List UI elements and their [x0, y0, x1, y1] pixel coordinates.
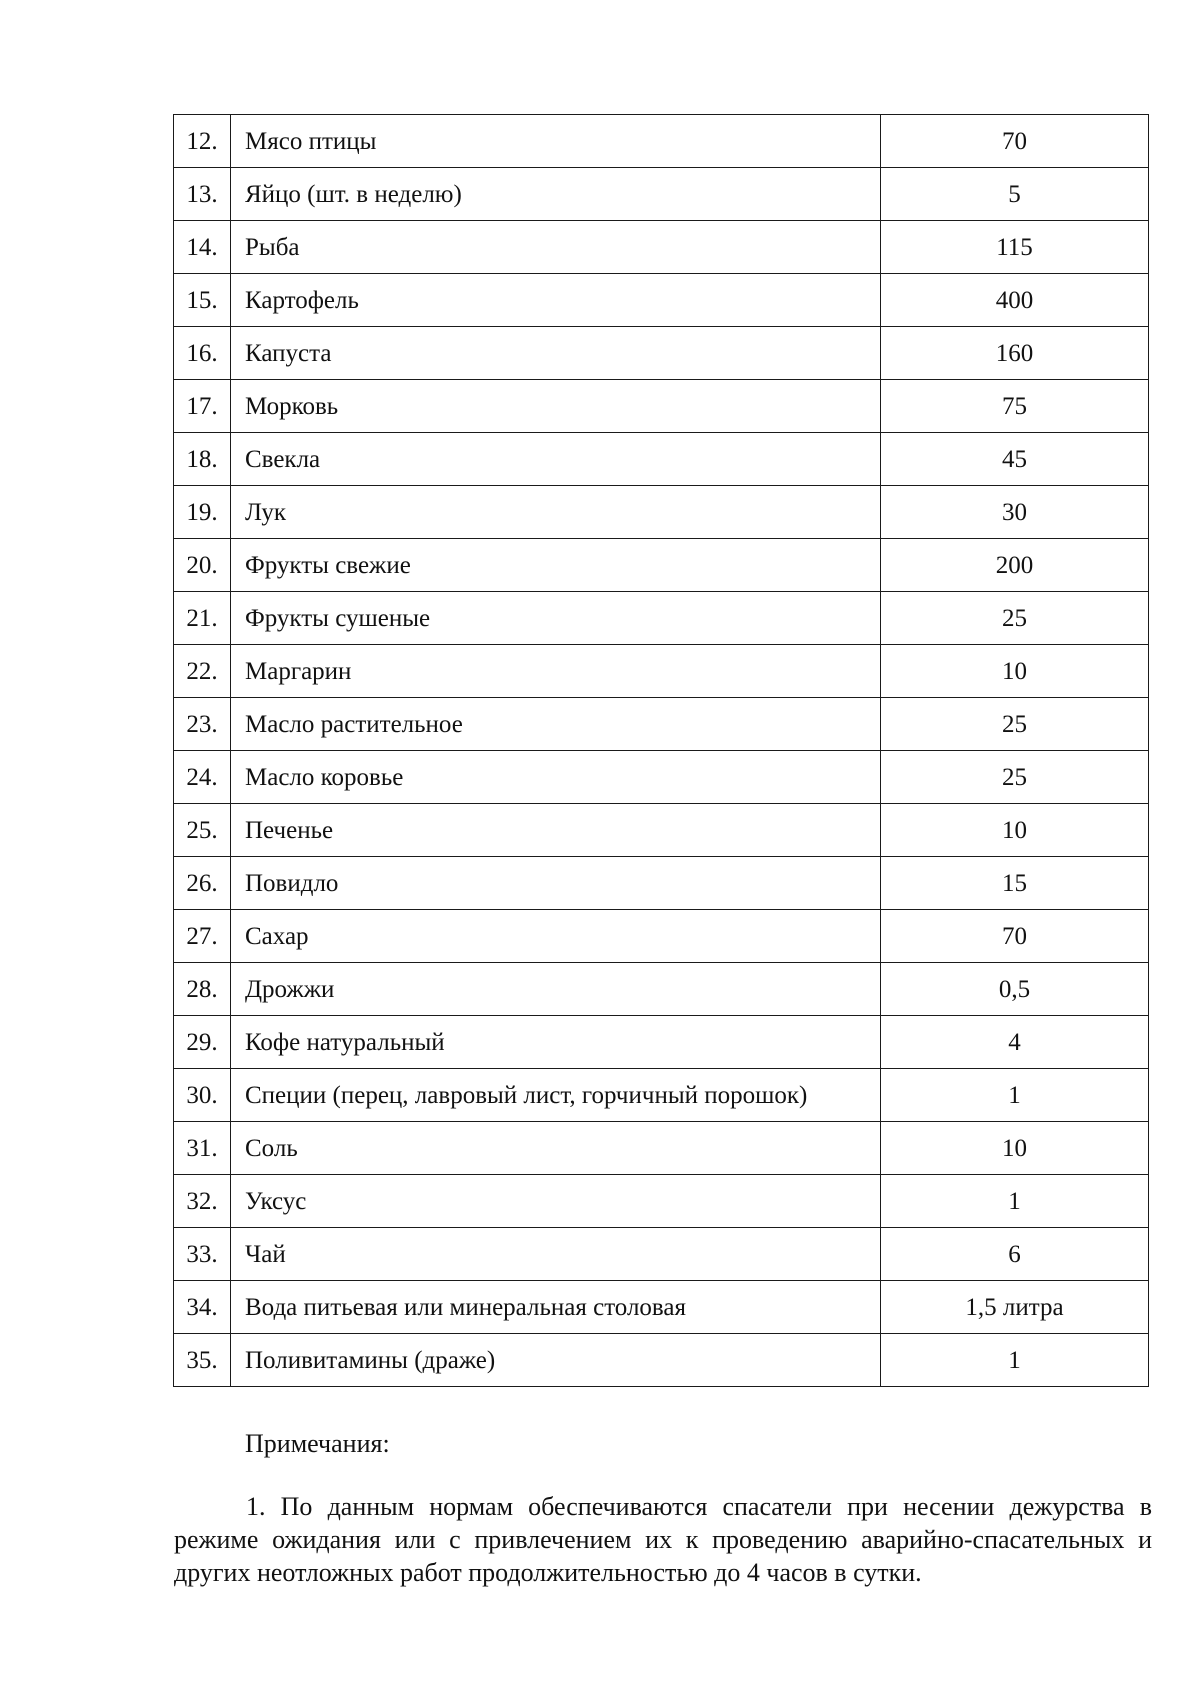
- row-number: 12.: [174, 115, 231, 168]
- product-name: Уксус: [231, 1175, 881, 1228]
- norm-value: 75: [881, 380, 1149, 433]
- product-name: Рыба: [231, 221, 881, 274]
- table-row: [174, 698, 1149, 751]
- notes-paragraph: 1. По данным нормам обеспечиваются спасатели при несении дежурства в режиме ожидания или с привлечением их к проведению аварийно-спасательных и других неотложных работ продолжительностью до 4 часов в сутки.: [174, 1492, 1152, 1587]
- norm-value: 1,5 литра: [881, 1281, 1149, 1334]
- product-name: Морковь: [231, 380, 881, 433]
- row-number: 19.: [174, 486, 231, 539]
- table-row: [174, 433, 1149, 486]
- row-number: 33.: [174, 1228, 231, 1281]
- norm-value: 0,5: [881, 963, 1149, 1016]
- table-row: [174, 1175, 1149, 1228]
- product-name: Вода питьевая или минеральная столовая: [231, 1281, 881, 1334]
- norm-value: 70: [881, 910, 1149, 963]
- norm-value: 4: [881, 1016, 1149, 1069]
- table-row: [174, 592, 1149, 645]
- product-name: Чай: [231, 1228, 881, 1281]
- norm-value: 45: [881, 433, 1149, 486]
- norm-value: 25: [881, 592, 1149, 645]
- row-number: 13.: [174, 168, 231, 221]
- product-name: Сахар: [231, 910, 881, 963]
- row-number: 32.: [174, 1175, 231, 1228]
- product-name: Масло коровье: [231, 751, 881, 804]
- row-number: 24.: [174, 751, 231, 804]
- row-number: 26.: [174, 857, 231, 910]
- table-row: [174, 645, 1149, 698]
- product-name: Капуста: [231, 327, 881, 380]
- norm-value: 10: [881, 804, 1149, 857]
- product-name: Фрукты свежие: [231, 539, 881, 592]
- product-name: Яйцо (шт. в неделю): [231, 168, 881, 221]
- table-row: [174, 1122, 1149, 1175]
- norm-value: 25: [881, 698, 1149, 751]
- product-name: Мясо птицы: [231, 115, 881, 168]
- product-name: Специи (перец, лавровый лист, горчичный порошок): [231, 1069, 881, 1122]
- row-number: 15.: [174, 274, 231, 327]
- table-row: [174, 1334, 1149, 1387]
- table-row: [174, 1281, 1149, 1334]
- row-number: 14.: [174, 221, 231, 274]
- notes-heading: Примечания:: [245, 1429, 390, 1458]
- table-row: [174, 221, 1149, 274]
- table-row: [174, 327, 1149, 380]
- table-body: [174, 115, 1149, 1387]
- norm-value: 400: [881, 274, 1149, 327]
- product-name: Свекла: [231, 433, 881, 486]
- table-row: [174, 115, 1149, 168]
- table-row: [174, 963, 1149, 1016]
- product-name: Поливитамины (драже): [231, 1334, 881, 1387]
- table-row: [174, 539, 1149, 592]
- norm-value: 1: [881, 1069, 1149, 1122]
- food-norms-table: [173, 114, 1149, 1387]
- table-row: [174, 1016, 1149, 1069]
- table-row: [174, 1228, 1149, 1281]
- table-row: [174, 910, 1149, 963]
- table-row: [174, 751, 1149, 804]
- row-number: 22.: [174, 645, 231, 698]
- table-row: [174, 486, 1149, 539]
- product-name: Масло растительное: [231, 698, 881, 751]
- norm-value: 115: [881, 221, 1149, 274]
- norm-value: 1: [881, 1334, 1149, 1387]
- norm-value: 70: [881, 115, 1149, 168]
- row-number: 21.: [174, 592, 231, 645]
- norm-value: 15: [881, 857, 1149, 910]
- row-number: 25.: [174, 804, 231, 857]
- norm-value: 6: [881, 1228, 1149, 1281]
- norm-value: 10: [881, 645, 1149, 698]
- row-number: 18.: [174, 433, 231, 486]
- product-name: Кофе натуральный: [231, 1016, 881, 1069]
- norm-value: 5: [881, 168, 1149, 221]
- product-name: Маргарин: [231, 645, 881, 698]
- row-number: 31.: [174, 1122, 231, 1175]
- row-number: 35.: [174, 1334, 231, 1387]
- row-number: 16.: [174, 327, 231, 380]
- product-name: Лук: [231, 486, 881, 539]
- row-number: 29.: [174, 1016, 231, 1069]
- product-name: Фрукты сушеные: [231, 592, 881, 645]
- row-number: 17.: [174, 380, 231, 433]
- row-number: 30.: [174, 1069, 231, 1122]
- row-number: 27.: [174, 910, 231, 963]
- product-name: Повидло: [231, 857, 881, 910]
- table-row: [174, 857, 1149, 910]
- table-row: [174, 1069, 1149, 1122]
- row-number: 23.: [174, 698, 231, 751]
- table-row: [174, 274, 1149, 327]
- table-row: [174, 804, 1149, 857]
- norm-value: 30: [881, 486, 1149, 539]
- norm-value: 10: [881, 1122, 1149, 1175]
- norm-value: 200: [881, 539, 1149, 592]
- product-name: Картофель: [231, 274, 881, 327]
- norm-value: 25: [881, 751, 1149, 804]
- norm-value: 1: [881, 1175, 1149, 1228]
- row-number: 34.: [174, 1281, 231, 1334]
- table-row: [174, 168, 1149, 221]
- product-name: Соль: [231, 1122, 881, 1175]
- product-name: Дрожжи: [231, 963, 881, 1016]
- norm-value: 160: [881, 327, 1149, 380]
- row-number: 28.: [174, 963, 231, 1016]
- product-name: Печенье: [231, 804, 881, 857]
- row-number: 20.: [174, 539, 231, 592]
- table-row: [174, 380, 1149, 433]
